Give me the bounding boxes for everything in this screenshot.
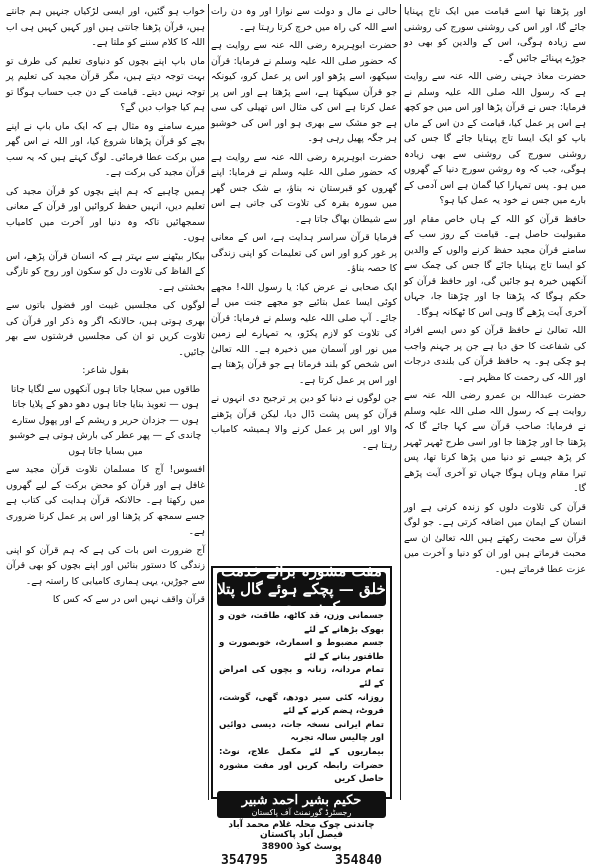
column-divider xyxy=(400,4,401,800)
ad-phone: 354795 xyxy=(221,852,268,868)
ad-postcode-row xyxy=(213,840,390,852)
paragraph: ماں باپ اپنے بچوں کو دنیاوی تعلیم کی طرف تو بہت توجہ دیتے ہیں، مگر قرآن مجید کی تعلیم پر توجہ نہیں دیتے۔ قیامت کے دن جب حساب ہوگا تو ہم کیا جواب دیں گے؟ xyxy=(6,55,205,113)
article-column-right xyxy=(404,4,586,800)
paragraph: حضرت معاذ جہنی رضی اللہ عنہ سے روایت ہے کہ رسول اللہ صلی اللہ علیہ وسلم نے فرمایا: جس نے قرآن پڑھا اور اس میں جو کچھ ہے اس پر عمل کیا، قیامت کے دن اس کے ماں باپ کو ایک ایسا تاج پہنایا جائے گا جس کی روشنی سورج کی روشنی سے بھی زیادہ ہوگی، جب کہ وہ روشن سورج دنیا کے گھروں میں ہو۔ پس تمہارا کیا گمان ہے اس آدمی کے بارے میں جس نے خود یہ عمل کیا ہو؟ xyxy=(404,71,586,206)
ad-phone: 354840 xyxy=(335,852,382,868)
ad-postcode: پوسٹ کوڈ 38900 xyxy=(261,841,342,852)
paragraph: ہمیں چاہیے کہ ہم اپنے بچوں کو قرآن مجید کی تعلیم دیں، انہیں حفظ کروائیں اور قرآن کے معانی سمجھائیں تاکہ وہ دنیا اور آخرت میں کامیاب ہوں۔ xyxy=(6,185,205,243)
paragraph: آج ضرورت اس بات کی ہے کہ ہم قرآن کو اپنی زندگی کا دستور بنائیں اور اپنے بچوں کو بھی قرآن سے جوڑیں، یہی ہماری کامیابی کا راستہ ہے۔ xyxy=(6,544,205,587)
paragraph: فرمایا قرآن سراسر ہدایت ہے، اس کے معانی پر غور کرو اور اس کی تعلیمات کو اپنی زندگی کا حصہ بناؤ۔ xyxy=(211,232,397,274)
ad-address: چاندنی چوک محلہ غلام محمد آباد فیصل آباد پاکستان xyxy=(228,819,375,840)
ad-phones xyxy=(213,852,390,868)
paragraph: قرآن واقف نہیں اس در سے کہ کس کا xyxy=(52,594,205,605)
poem-verse: طاقوں میں سجایا جاتا ہوں آنکھوں سے لگایا جاتا ہوں — تعویذ بنایا جاتا ہوں دھو دھو کے پلایا جاتا ہوں — جزدان حریر و ریشم کے اور پھول ستارے چاندی کے — پھر عطر کی بارش ہوتی ہے خوشبو میں بسایا جاتا ہوں xyxy=(9,383,202,457)
ad-name: حکیم بشیر احمد شبیر xyxy=(241,792,362,808)
paragraph: ایک صحابی نے عرض کیا: یا رسول اللہ! مجھے کوئی ایسا عمل بتائیے جو مجھے جنت میں لے جائے۔ آپ صلی اللہ علیہ وسلم نے فرمایا: قرآن کی تلاوت کو لازم پکڑو، یہ تمہارے لیے زمین میں نور اور آسمان میں ذخیرہ ہے۔ اللہ تعالیٰ اس شخص کو بلند فرماتا ہے جو قرآن پڑھتا ہے اور اس پر عمل کرتا ہے۔ xyxy=(211,281,397,386)
poem-intro: بقول شاعر: xyxy=(82,365,129,376)
paragraph: اور پڑھتا تھا اسے قیامت میں ایک تاج پہنایا جائے گا، اور اس کی روشنی سورج کی روشنی سے زیادہ ہوگی، اس کے والدین کو بھی دو جوڑے پہنائے جائیں گے۔ xyxy=(404,6,586,64)
paragraph: افسوس! آج کا مسلمان تلاوت قرآن مجید سے غافل ہے اور قرآن کو محض برکت کے لیے گھروں میں رکھتا ہے۔ حالانکہ قرآن ہدایت کی کتاب ہے جسے سمجھ کر پڑھنا اور اس پر عمل کرنا ضروری ہے۔ xyxy=(6,464,205,537)
article-column-left xyxy=(6,4,205,800)
ad-body xyxy=(213,606,390,787)
paragraph: خواب ہو گئیں، اور ایسی لڑکیاں جنہیں ہم جانتے ہیں، قرآن پڑھنا جانتی ہیں اور کہیں کہیں ہی اب اللہ کا کلام سننے کو ملتا ہے۔ xyxy=(6,6,205,48)
ad-line: جسم مضبوط و اسمارٹ، خوبصورت و طاقتور بنانے کے لئے xyxy=(219,638,384,662)
ad-line: جسمانی وزن، قد کاٹھ، طاقت، خون و بھوک بڑھانے کے لئے xyxy=(219,611,384,635)
ad-line: تمام مردانہ، زنانہ و بچوں کی امراض کے لئے xyxy=(219,665,384,689)
paragraph: بیکار بیٹھنے سے بہتر ہے کہ انسان قرآن پڑھے، اس کے الفاظ کی تلاوت دل کو سکون اور روح کو تازگی بخشتی ہے۔ xyxy=(6,250,205,293)
paragraph: قرآن کی تلاوت دلوں کو زندہ کرتی ہے اور انسان کے ایمان میں اضافہ کرتی ہے۔ جو لوگ قرآن سے محبت رکھتے ہیں اللہ تعالیٰ ان سے محبت فرماتے ہیں اور ان کو دنیا و آخرت میں عزت عطا فرماتے ہیں۔ xyxy=(404,501,586,575)
paragraph: حالی نے مال و دولت سے نوازا اور وہ دن رات اسے اللہ کی راہ میں خرچ کرتا رہتا ہے۔ xyxy=(211,6,397,33)
paragraph: اللہ تعالیٰ نے حافظ قرآن کو دس ایسے افراد کی شفاعت کا حق دیا ہے جن پر جہنم واجب ہو چکی ہو۔ یہ حافظ قرآن کی بلندی درجات اور اللہ کی رحمت کا مظہر ہے۔ xyxy=(404,325,586,383)
paragraph: حضرت ابوہریرہ رضی اللہ عنہ سے روایت ہے کہ حضور صلی اللہ علیہ وسلم نے فرمایا: اپنے گھروں کو قبرستان نہ بناؤ، بے شک جس گھر میں سورہ بقرہ کی تلاوت کی جاتی ہے اس سے شیطان بھاگ جاتا ہے۔ xyxy=(211,151,397,225)
advertisement-box xyxy=(211,562,392,868)
column-divider xyxy=(208,4,209,800)
ad-name-block xyxy=(217,791,386,818)
paragraph: حضرت عبداللہ بن عمرو رضی اللہ عنہ سے روایت ہے کہ رسول اللہ صلی اللہ علیہ وسلم نے فرمایا: صاحب قرآن سے کہا جائے گا کہ پڑھتا جا اور چڑھتا جا اور اسی طرح ٹھہر ٹھہر کر پڑھ جیسے تو دنیا میں پڑھا کرتا تھا، پس تیرا مقام وہاں ہوگا جہاں تو آخری آیت پڑھے گا۔ xyxy=(404,390,586,494)
ad-registration: رجسٹرڈ گورنمنٹ آف پاکستان xyxy=(251,807,352,817)
paragraph: حافظ قرآن کو اللہ کے ہاں خاص مقام اور مقبولیت حاصل ہے۔ قیامت کے روز سب کے سامنے قرآن مجید حفظ کرنے والوں کے والدین کو ایسا تاج پہنایا جائے گا جس کی چمک سے آنکھیں خیرہ ہو جائیں گی، اور حافظ قرآن کو حکم ہوگا کہ پڑھتا جا اور چڑھتا جا، جہاں آخری آیت پڑھے گا وہی اس کا ٹھکانہ ہوگا۔ xyxy=(404,213,586,318)
paragraph: لوگوں کی مجلسیں غیبت اور فضول باتوں سے بھری ہوتی ہیں، حالانکہ اگر وہ ذکر اور قرآن کی تلاوت کریں تو ان کی مجلسیں فرشتوں سے بھر جائیں۔ xyxy=(6,300,205,358)
ad-footer xyxy=(213,818,390,840)
ad-banner: مفت مشورہ برائے خدمت خلق — پچکے ہوئے گال پتلا کمزور جسم xyxy=(217,562,386,616)
ad-line: روزانہ کئی سیر دودھ، گھی، گوشت، فروٹ، ہضم کرنے کے لئے xyxy=(219,692,384,717)
paragraph: حضرت ابوہریرہ رضی اللہ عنہ سے روایت ہے کہ حضور صلی اللہ علیہ وسلم نے فرمایا: قرآن سیکھو، اسے پڑھو اور اس پر عمل کرو، کیونکہ جو قرآن سیکھتا ہے، اسے پڑھتا ہے اور اس پر عمل کرتا ہے اس کی مثال اس تھیلی کی سی ہے جو مشک سے بھری ہو اور اس کی خوشبو ہر جگہ پھیل رہی ہو۔ xyxy=(211,40,397,144)
paragraph: جن لوگوں نے دنیا کو دین پر ترجیح دی انہوں نے قرآن کو پس پشت ڈال دیا، لیکن قرآن پڑھنے والا اور اس پر عمل کرنے والا ہمیشہ کامیاب رہتا ہے۔ xyxy=(211,393,397,451)
ad-line: بیماریوں کے لئے مکمل علاج، نوٹ: حضرات رابطہ کریں اور مفت مشورہ حاصل کریں xyxy=(219,746,384,785)
ad-line: تمام ایرانی نسخہ جات، دیسی دوائیں اور چالیس سالہ تجربہ xyxy=(219,719,384,744)
article-column-middle xyxy=(211,4,397,567)
paragraph: میرے سامنے وہ مثال ہے کہ ایک ماں باپ نے اپنے بچے کو قرآن پڑھانا شروع کیا، اور اللہ نے اس گھر میں برکت عطا فرمائی۔ لوگ کہتے ہیں کہ یہ سب قرآن مجید کی برکت ہے۔ xyxy=(6,120,205,178)
